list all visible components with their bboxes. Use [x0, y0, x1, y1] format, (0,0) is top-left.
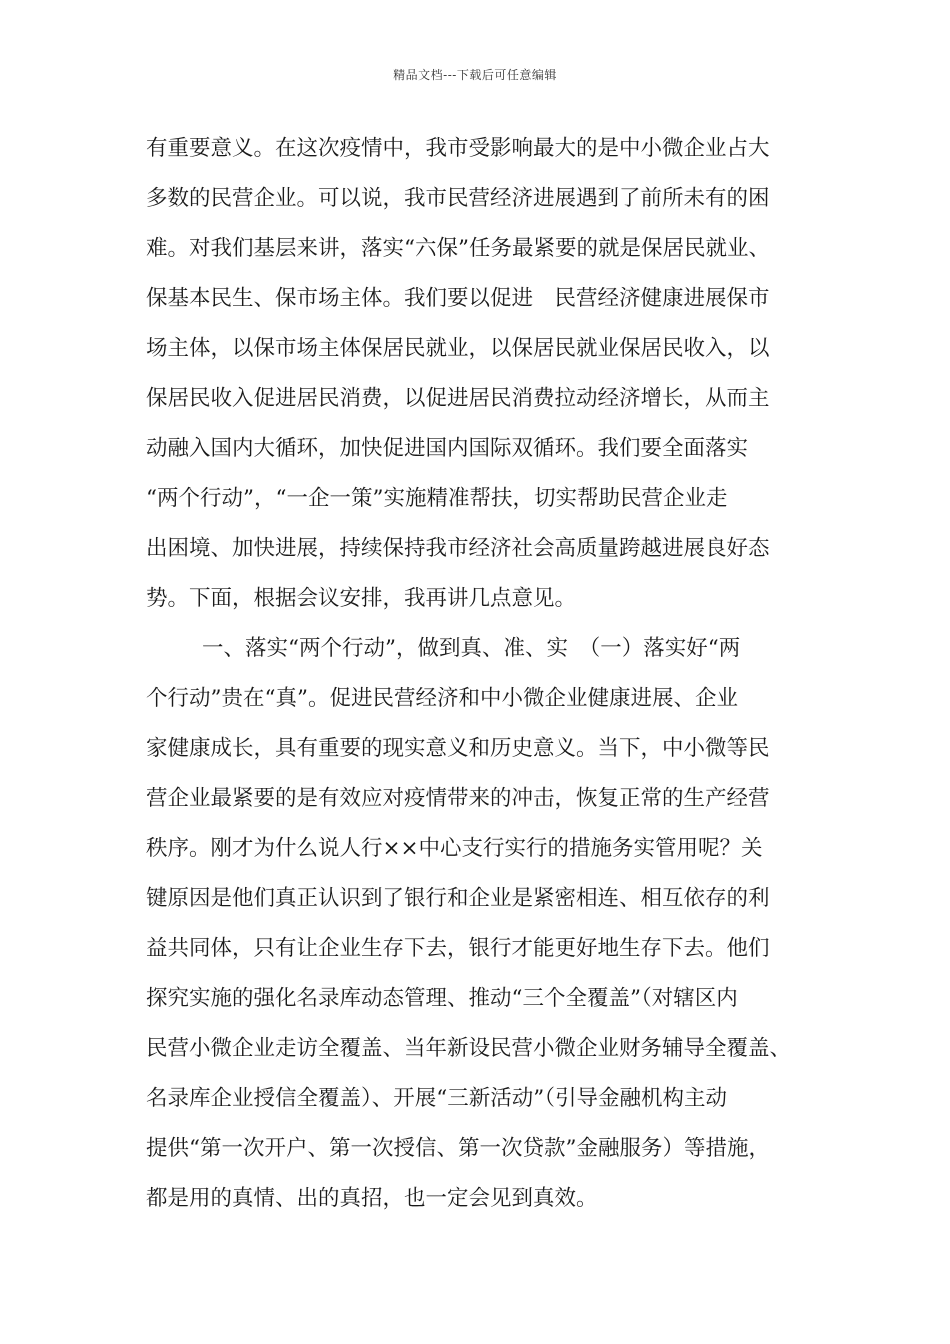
text-line: 场主体，以保市场主体保居民就业，以保居民就业保居民收入，以: [146, 336, 770, 361]
text-line: 都是用的真情、出的真招，也一定会见到真效。: [146, 1186, 598, 1211]
text-line: 提供“第一次开户、第一次授信、第一次贷款”金融服务）等措施，: [146, 1136, 770, 1161]
text-line: 秩序。刚才为什么说人行××中心支行实行的措施务实管用呢？关: [146, 836, 763, 861]
text-line: 势。下面，根据会议安排，我再讲几点意见。: [146, 586, 577, 611]
page-header: 精品文档---下载后可任意编辑: [393, 68, 557, 82]
text-line: 益共同体，只有让企业生存下去，银行才能更好地生存下去。他们: [146, 936, 770, 961]
text-line: 出困境、加快进展，持续保持我市经济社会高质量跨越进展良好态: [146, 536, 770, 561]
text-line: 多数的民营企业。可以说，我市民营经济进展遇到了前所未有的困: [146, 186, 770, 211]
text-line: 保居民收入促进居民消费，以促进居民消费拉动经济增长，从而主: [146, 386, 770, 411]
text-line: 民营小微企业走访全覆盖、当年新设民营小微企业财务辅导全覆盖、: [146, 1036, 792, 1061]
text-line: 键原因是他们真正认识到了银行和企业是紧密相连、相互依存的利: [146, 886, 770, 911]
text-line: “两个行动”，“一企一策”实施精准帮扶，切实帮助民营企业走: [146, 486, 728, 511]
text-line: 动融入国内大循环，加快促进国内国际双循环。我们要全面落实: [146, 436, 749, 461]
text-line: 个行动”贵在“真”。促进民营经济和中小微企业健康进展、企业: [146, 686, 738, 711]
text-line: 营企业最紧要的是有效应对疫情带来的冲击，恢复正常的生产经营: [146, 786, 770, 811]
text-line: 保基本民生、保市场主体。我们要以促进 民营经济健康进展保市: [146, 286, 770, 311]
text-line: 家健康成长，具有重要的现实意义和历史意义。当下，中小微等民: [146, 736, 770, 761]
text-line: 难。对我们基层来讲，落实“六保”任务最紧要的就是保居民就业、: [146, 236, 770, 261]
section-heading-line: 一、落实“两个行动”，做到真、准、实 （一）落实好“两: [202, 636, 741, 661]
text-line: 有重要意义。在这次疫情中，我市受影响最大的是中小微企业占大: [146, 136, 770, 161]
text-line: 名录库企业授信全覆盖）、开展“三新活动”（引导金融机构主动: [146, 1086, 727, 1111]
text-line: 探究实施的强化名录库动态管理、推动“三个全覆盖”（对辖区内: [146, 986, 738, 1011]
body-text: [146, 132, 836, 1232]
